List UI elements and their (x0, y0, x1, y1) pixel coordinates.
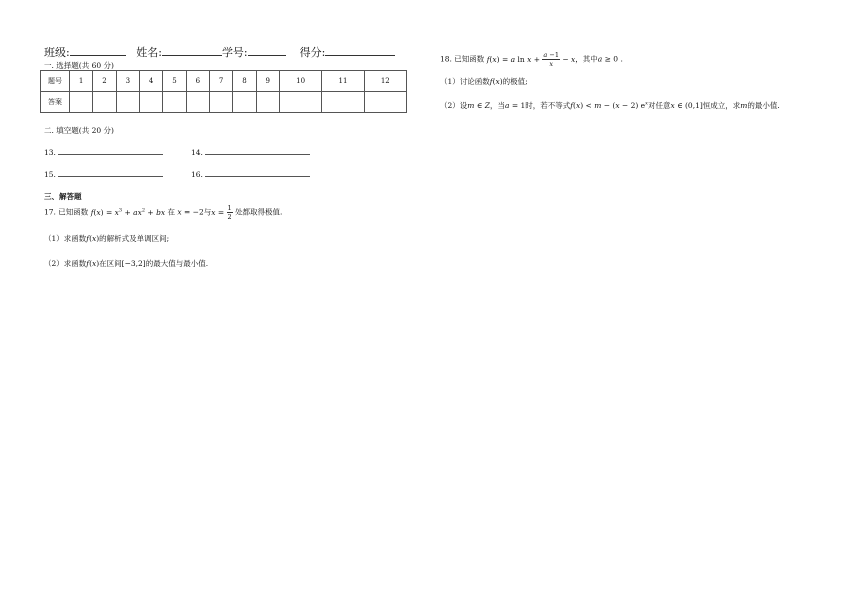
section2-title: 二. 填空题(共 20 分) (44, 126, 114, 135)
table-cell: 6 (186, 71, 209, 92)
blank-16-field[interactable] (205, 168, 310, 177)
table-cell: 11 (322, 71, 364, 92)
table-cell: 3 (116, 71, 139, 92)
q18-part2-e: 恒成立，求 (702, 101, 741, 110)
table-cell: 1 (70, 71, 93, 92)
blank-13-label: 13. (44, 148, 56, 157)
answer-cell[interactable] (279, 92, 321, 113)
table-row (41, 92, 407, 113)
q17-mid: 在 (167, 207, 175, 217)
q17-lead: 17. 已知函数 (44, 207, 89, 217)
q17-part1-b: 的解析式及单调区间; (99, 234, 170, 243)
table-cell: 2 (93, 71, 116, 92)
answer-row-header: 答案 (41, 92, 70, 113)
q18-part2: （2）设m ∈ Z，当a = 1时，若不等式f(x) < m − (x − 2) $e^x$对任意x ∈ (0,1]恒成立，求m的最小值. (440, 100, 780, 110)
table-cell: 10 (279, 71, 321, 92)
answer-cell[interactable] (139, 92, 162, 113)
q17-part1: （1）求函数f(x)的解析式及单调区间; (44, 234, 170, 243)
table-cell: 5 (163, 71, 186, 92)
name-field[interactable] (162, 45, 222, 56)
q17-x1: x = −2 (177, 207, 204, 217)
question-17 (44, 204, 282, 221)
q18-part1-b: 的极值; (502, 77, 528, 86)
section1-title: 一. 选择题(共 60 分) (44, 61, 114, 70)
answer-cell[interactable] (163, 92, 186, 113)
q18-lead: 18. 已知函数 (440, 54, 485, 64)
q18-part2-a: （2）设 (440, 101, 468, 110)
q17-part2-a: （2）求函数 (44, 259, 87, 268)
q17-part2: （2）求函数f(x)在区间[−3,2]的最大值与最小值. (44, 259, 209, 268)
score-label: 得分: (299, 46, 326, 59)
q17-x2: x = $\frac{1}{2}$ (211, 204, 232, 221)
section3-title: 三、解答题 (44, 192, 82, 201)
answer-cell[interactable] (116, 92, 139, 113)
table-cell: 12 (364, 71, 406, 92)
q18-tail: ，其中 (575, 54, 598, 64)
q18-part2-d: 对任意 (647, 101, 671, 110)
student-id-label: 学号: (221, 46, 248, 59)
blank-13-field[interactable] (58, 146, 163, 155)
blank-14 (191, 146, 310, 157)
q17-function-formula: $f(x) = x^3 + ax^2$ + bx (90, 207, 166, 217)
q17-mid2: 与 (203, 207, 212, 217)
q18-condition: a ≥ 0 . (597, 54, 623, 64)
student-id-field[interactable] (248, 45, 286, 56)
answer-cell[interactable] (209, 92, 232, 113)
blank-16 (191, 168, 310, 179)
student-info-header (44, 44, 395, 60)
answer-cell[interactable] (256, 92, 279, 113)
table-cell: 4 (139, 71, 162, 92)
answer-table (40, 70, 407, 113)
blank-15-field[interactable] (58, 168, 163, 177)
blank-13 (44, 146, 163, 157)
table-cell: 7 (209, 71, 232, 92)
q18-function-formula: f(x) = a ln x + $\frac{a -1}{x}$ − x (486, 51, 576, 68)
answer-cell[interactable] (233, 92, 256, 113)
q17-tail: 处都取得极值. (235, 207, 283, 217)
table-row (41, 71, 407, 92)
question-number-header: 题号 (41, 71, 70, 92)
answer-cell[interactable] (70, 92, 93, 113)
q17-part2-b: 在区间 (99, 259, 122, 268)
answer-cell[interactable] (186, 92, 209, 113)
q18-part2-f: 的最小值. (747, 101, 780, 110)
q18-part2-b: ，当 (489, 101, 505, 110)
q17-part1-a: （1）求函数 (44, 234, 87, 243)
blank-14-field[interactable] (205, 146, 310, 155)
answer-cell[interactable] (93, 92, 116, 113)
q18-part2-c: 时，若不等式 (525, 101, 571, 110)
q18-part1-a: （1）讨论函数 (440, 77, 490, 86)
score-field[interactable] (325, 45, 395, 56)
q17-part2-c: 的最大值与最小值. (145, 259, 209, 268)
class-label: 班级: (44, 46, 70, 59)
blank-14-label: 14. (191, 148, 203, 157)
blank-15 (44, 168, 163, 179)
table-cell: 9 (256, 71, 279, 92)
blank-16-label: 16. (191, 170, 203, 179)
blank-15-label: 15. (44, 170, 56, 179)
name-label: 姓名: (136, 46, 162, 59)
q18-part1: （1）讨论函数f(x)的极值; (440, 77, 528, 86)
question-18 (440, 51, 623, 68)
answer-cell[interactable] (364, 92, 406, 113)
class-field[interactable] (70, 45, 126, 56)
answer-cell[interactable] (322, 92, 364, 113)
table-cell: 8 (233, 71, 256, 92)
